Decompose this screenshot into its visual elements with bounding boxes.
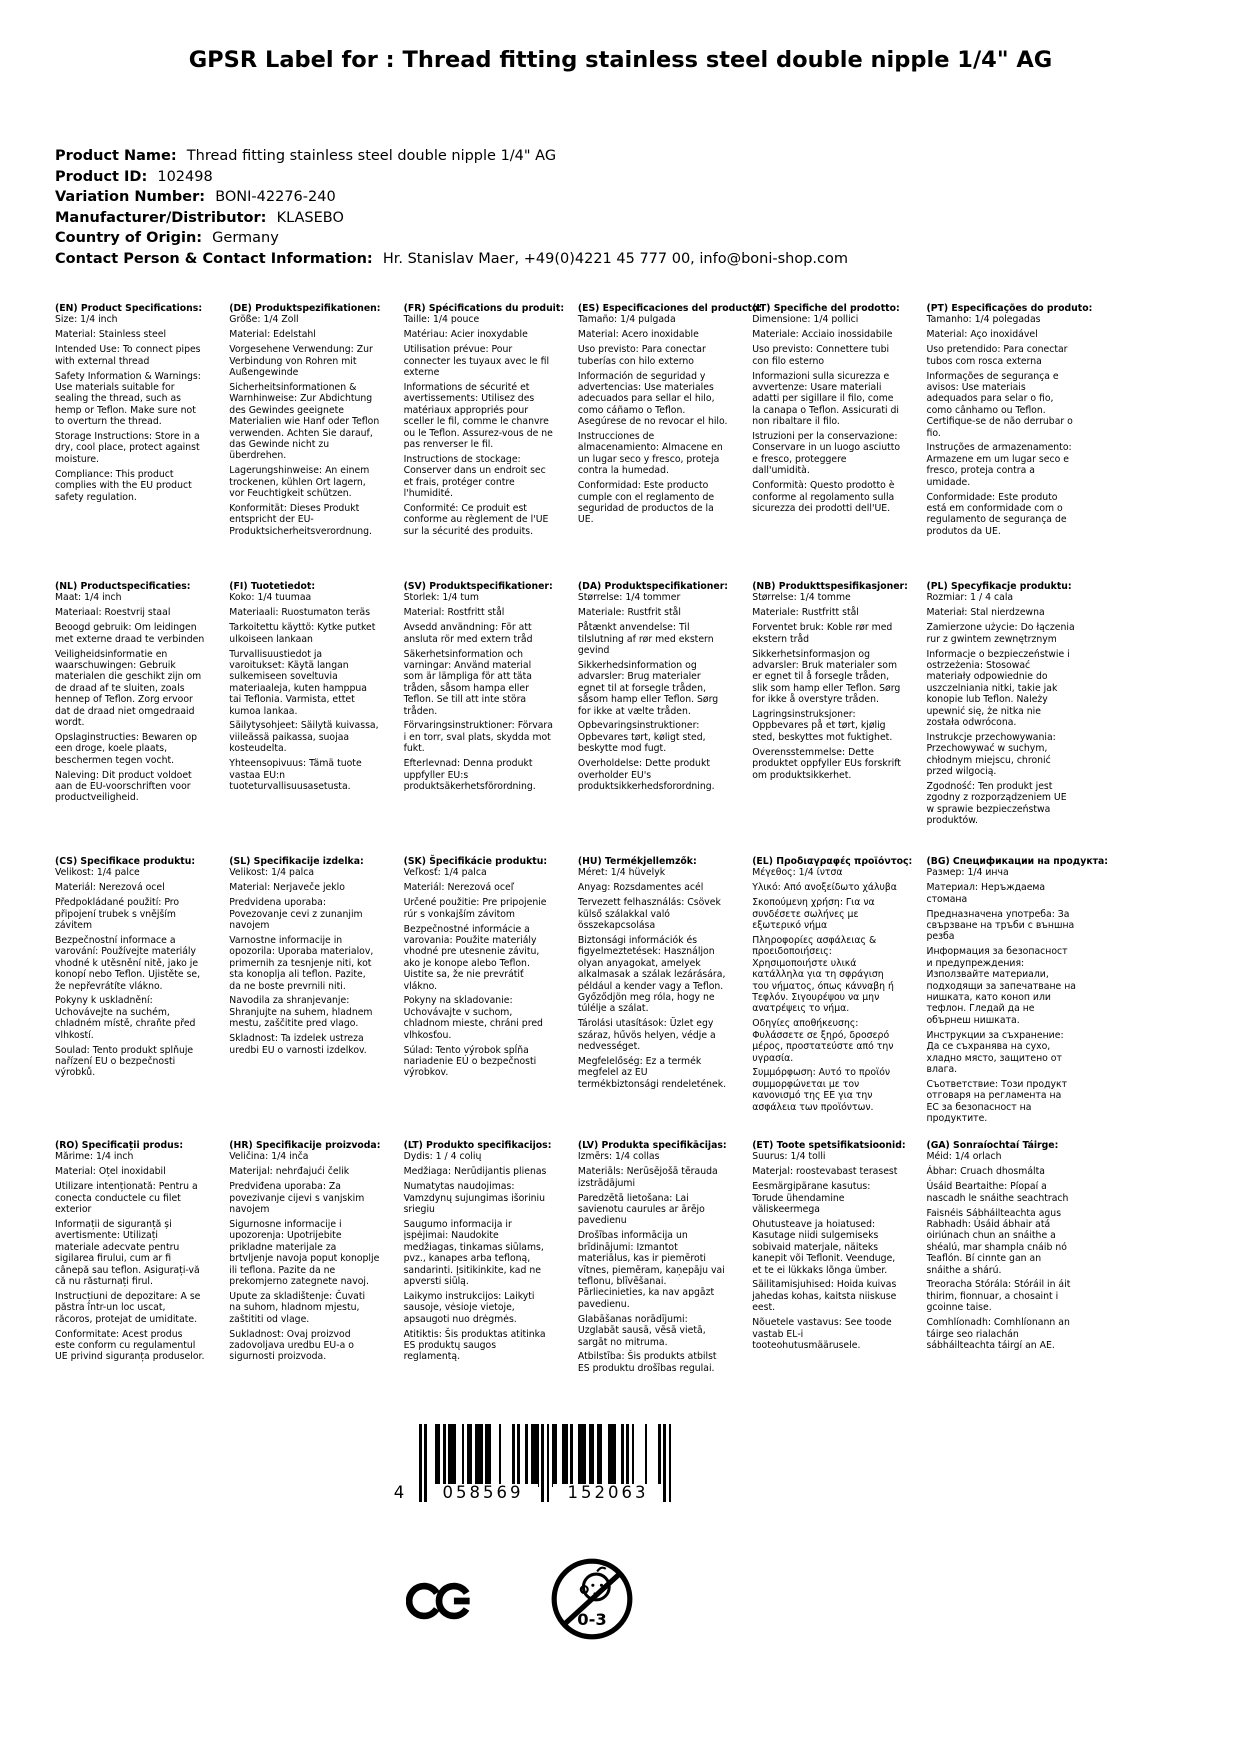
barcode-digit-first: 4 (393, 1483, 405, 1502)
language-block-title: (ET) Toote spetsifikatsioonid: (752, 1140, 906, 1151)
language-block-paragraph: Tarkoitettu käyttö: Kytke putket ulkoiseen lankaan (229, 622, 376, 645)
language-block-paragraph: Glabāšanas norādījumi: Uzglabāt sausā, vēsā vietā, sargāt no mitruma. (577, 1313, 706, 1348)
product-info-label: Country of Origin: (55, 230, 213, 247)
language-block-paragraph: Υλικό: Από ανοξείδωτο χάλυβα (752, 882, 897, 894)
language-block-title: (ES) Especificaciones del producto: (577, 303, 763, 314)
language-block-paragraph: Size: 1/4 inch (55, 314, 118, 326)
language-block-paragraph: Πληροφορίες ασφάλειας & προειδοποιήσεις: Χρησιμοποιήστε υλικά κατάλληλα για τη σφράγιση του νήματος, όπως κάνναβη ή Τεφλόν. Σιγουρέψου να μην ανατρέψεις το νήμα. (752, 934, 894, 1015)
language-block-paragraph: Atitiktis: Šis produktas atitinka ES produktų saugos reglamentą. (403, 1328, 546, 1363)
language-block-paragraph: Soulad: Tento produkt splňuje nařízení EU o bezpečnosti výrobků. (55, 1044, 194, 1079)
language-block-paragraph: Safety Information & Warnings: Use materials suitable for sealing the thread, such as hemp or Teflon. Make sure not to overturn the thread. (55, 370, 201, 428)
language-block-title: (DE) Produktspezifikationen: (229, 303, 381, 314)
language-block-paragraph: Drošības informācija un brīdinājumi: Izmantot materiālus, kas ir piemēroti vītnes, piemēram, kaņepāju vai teflonu, blīvēšanai. Pārliecinieties, ka nav apgāzt pavedienu. (577, 1230, 725, 1310)
product-info-row (55, 228, 848, 249)
language-block-fi (229, 581, 403, 856)
language-block-en (55, 303, 229, 581)
language-block-paragraph: Materiale: Acciaio inossidabile (752, 329, 893, 341)
language-block-title: (SL) Specifikacije izdelka: (229, 856, 364, 867)
language-block-paragraph: Инструкции за съхранение: Да се съхранява на сухо, хладно място, защитено от влага. (926, 1029, 1064, 1075)
language-block-paragraph: Biztonsági információk és figyelmeztetések: Használjon olyan anyagokat, amelyek alkalmasak a szálak lezárására, például a kender vagy a Teflon. Győződjön meg róla, hogy ne túlélje a szálat. (577, 934, 726, 1015)
language-block-paragraph: Informacje o bezpieczeństwie i ostrzeżenia: Stosować materiały odpowiednie do uszczelniania nitki, takie jak konopie lub Teflon. Należy upewnić się, że nitka nie została odwrócona. (926, 648, 1070, 728)
language-block-paragraph: Veľkosť: 1/4 palca (403, 867, 487, 879)
language-block-paragraph: Zamierzone użycie: Do łączenia rur z gwintem zewnętrznym (926, 622, 1075, 645)
language-block-paragraph: Materiaal: Roestvrij staal (55, 607, 171, 619)
language-block-fr (404, 303, 578, 581)
product-info-label: Product ID: (55, 168, 158, 185)
language-block-paragraph: Material: Oțel inoxidabil (55, 1166, 166, 1178)
product-info (55, 146, 848, 270)
language-block-it (752, 303, 926, 581)
product-info-row (55, 146, 848, 167)
ean13-barcode (393, 1424, 672, 1502)
language-block-paragraph: Οδηγίες αποθήκευσης: Φυλάσσετε σε ξηρό, δροσερό μέρος, προστατεύστε από την υγρασία. (752, 1018, 894, 1064)
language-block-paragraph: Dimensione: 1/4 pollici (752, 314, 859, 326)
language-block-de (229, 303, 403, 581)
language-block-paragraph: Utilisation prévue: Pour connecter les tuyaux avec le fil externe (403, 344, 550, 379)
language-block-paragraph: Taille: 1/4 pouce (403, 314, 480, 326)
language-block-paragraph: Tárolási utasítások: Üzlet egy száraz, hűvös helyen, védje a nedvességet. (577, 1018, 716, 1053)
language-block-title: (LV) Produkta specifikācijas: (577, 1140, 727, 1151)
language-block-paragraph: Förvaringsinstruktioner: Förvara i en torr, sval plats, skydda mot fukt. (403, 720, 553, 755)
language-block-paragraph: Sukladnost: Ovaj proizvod zadovoljava uredbu EU-a o sigurnosti proizvoda. (229, 1328, 354, 1363)
language-block-paragraph: Treoracha Stórála: Stóráil in áit thirim, fionnuar, a chosaint i gcoinne taise. (926, 1279, 1071, 1314)
language-block-title: (NL) Productspecificaties: (55, 581, 191, 592)
language-block-paragraph: Materiál: Nerezová ocel (55, 882, 165, 894)
language-block-ga (926, 1140, 1100, 1378)
language-block-paragraph: Matériau: Acier inoxydable (403, 329, 528, 341)
language-block-paragraph: Súlad: Tento výrobok spĺňa nariadenie EÚ o bezpečnosti výrobkov. (403, 1044, 537, 1079)
language-block-paragraph: Lagringsinstruksjoner: Oppbevares på et tørt, kjølig sted, beskyttes mot fuktighet. (752, 709, 893, 743)
language-block-paragraph: Nõuetele vastavus: See toode vastab EL-i tooteohutusmäärusele. (752, 1317, 892, 1351)
language-block-paragraph: Efterlevnad: Denna produkt uppfyller EU:s produktsäkerhetsförordning. (403, 758, 536, 792)
language-block-paragraph: Předpokládané použití: Pro připojení trubek s vnějším závitem (55, 897, 180, 932)
language-block-paragraph: Conformitate: Acest produs este conform cu regulamentul UE privind siguranța produselor. (55, 1328, 205, 1363)
language-block-paragraph: Turvallisuustiedot ja varoitukset: Käytä langan sulkemiseen soveltuvia materiaaleja, kuten hamppua tai Teflonia. Varmista, ettet kumoa lankaa. (229, 648, 367, 717)
language-block-paragraph: Zgodność: Ten produkt jest zgodny z rozporządzeniem UE w sprawie bezpieczeństwa produktów. (926, 781, 1067, 827)
language-block-paragraph: Numatytas naudojimas: Vamzdynų sujungimas išoriniu sriegiu (403, 1181, 546, 1216)
product-info-label: Variation Number: (55, 189, 216, 206)
product-info-value: Hr. Stanislav Maer, +49(0)4221 45 777 00, info@boni-shop.com (382, 250, 849, 267)
language-block-paragraph: Säkerhetsinformation och varningar: Använd material som är lämpliga för att täta tråden, såsom hampa eller Teflon. Se till att inte störa tråden. (403, 648, 532, 717)
language-block-paragraph: Anyag: Rozsdamentes acél (577, 882, 704, 894)
language-block-paragraph: Informații de siguranță și avertismente: Utilizați materiale adecvate pentru sigilarea firului, cum ar fi cânepă sau teflon. Asigurați-vă că nu răsturnați firul. (55, 1218, 200, 1287)
language-block-paragraph: Veličina: 1/4 inča (229, 1151, 309, 1163)
language-block-paragraph: Dydis: 1 / 4 colių (403, 1151, 482, 1163)
language-block-paragraph: Συμμόρφωση: Αυτό το προϊόν συμμορφώνεται με τον κανονισμό της ΕΕ για την ασφάλεια των προϊόντων. (752, 1067, 891, 1113)
product-info-row (55, 208, 848, 229)
product-info-value: 102498 (157, 168, 213, 185)
language-block-paragraph: Méid: 1/4 orlach (926, 1151, 1002, 1163)
language-block-et (752, 1140, 926, 1378)
language-block-el (752, 856, 926, 1140)
language-block-es (577, 303, 763, 581)
language-block-paragraph: Velikost: 1/4 palca (229, 867, 315, 879)
language-block-title: (FR) Spécifications du produit: (403, 303, 565, 314)
language-block-paragraph: Materiāls: Nerūsējošā tērauda izstrādājumi (577, 1166, 718, 1189)
language-block-paragraph: Upute za skladištenje: Čuvati na suhom, hladnom mjestu, zaštititi od vlage. (229, 1290, 366, 1325)
language-block-paragraph: Materiale: Rustfritt stål (752, 607, 859, 619)
product-info-value: Thread fitting stainless steel double nipple 1/4" AG (186, 148, 557, 164)
language-block-paragraph: Predviđena uporaba: Za povezivanje cijevi s vanjskim navojem (229, 1181, 365, 1216)
language-block-paragraph: Instrucțiuni de depozitare: A se păstra într-un loc uscat, răcoros, protejat de umiditate. (55, 1290, 201, 1325)
language-block-paragraph: Konformität: Dieses Produkt entspricht der EU-Produktsicherheitsverordnung. (229, 503, 372, 537)
language-block-title: (HR) Specifikacije proizvoda: (229, 1140, 381, 1151)
language-block-pt (926, 303, 1100, 581)
product-info-value: BONI-42276-240 (215, 189, 336, 206)
language-block-paragraph: Vorgesehene Verwendung: Zur Verbindung von Rohren mit Außengewinde (229, 344, 373, 379)
language-block-paragraph: Σκοπούμενη χρήση: Για να συνδέσετε σωλήνες με εξωτερικό νήμα (752, 897, 875, 932)
language-block-paragraph: Skladnost: Ta izdelek ustreza uredbi EU o varnosti izdelkov. (229, 1033, 367, 1056)
product-info-row (55, 187, 848, 208)
language-block-ro (55, 1140, 229, 1378)
language-block-paragraph: Megfelelőség: Ez a termék megfelel az EU termékbiztonsági rendeletének. (577, 1056, 727, 1090)
language-block-paragraph: Информация за безопасност и предупреждения: Използвайте материали, подходящи за запечатване на нишката, като коноп или тефлон. Гледай да не обърнеш нишката. (926, 946, 1076, 1026)
language-block-paragraph: Faisnéis Sábháilteachta agus Rabhadh: Úsáid ábhair atá oiriúnach chun an snáithe a shéalú, mar shampla cnáib nó Teaflón. Bí cinnte gan an snáithe a shárú. (926, 1207, 1067, 1276)
language-block-paragraph: Størrelse: 1/4 tomme (752, 592, 851, 604)
language-block-nl (55, 581, 229, 856)
language-block-paragraph: Bezpečnostné informácie a varovania: Použite materiály vhodné pre utesnenie závitu, ako je konope alebo Teflon. Uistite sa, že nie prevrátiť vlákno. (403, 923, 540, 992)
barcode-digits-left: 058569 (428, 1484, 538, 1502)
language-block-bg (926, 856, 1109, 1140)
language-block-paragraph: Instructions de stockage: Conserver dans un endroit sec et frais, protéger contre l'humidité. (403, 453, 546, 500)
product-info-row (55, 249, 848, 270)
language-block-lv (578, 1140, 752, 1378)
product-info-value: KLASEBO (276, 209, 344, 226)
language-block-paragraph: Úsáid Beartaithe: Píopaí a nascadh le snáithe seachtrach (926, 1181, 1069, 1204)
language-block-paragraph: Určené použitie: Pre pripojenie rúr s vonkajším závitom (403, 897, 547, 920)
language-block-paragraph: Størrelse: 1/4 tommer (577, 592, 681, 604)
language-block-title: (GA) Sonraíochtaí Táirge: (926, 1140, 1059, 1151)
product-info-label: Contact Person & Contact Information: (55, 250, 383, 267)
language-block-paragraph: Conformità: Questo prodotto è conforme al regolamento sulla sicurezza dei prodotti dell'UE. (752, 480, 895, 514)
language-block-paragraph: Sikkerhedsinformation og advarsler: Brug materialer egnet til at forsegle tråden, såsom hamp eller Teflon. Sørg for ikke at vælte tråden. (577, 659, 719, 717)
language-block-title: (BG) Спецификации на продукта: (926, 856, 1109, 867)
language-block-paragraph: Material: Rostfritt stål (403, 607, 505, 619)
language-block-paragraph: Materijal: nehrđajući čelik (229, 1166, 350, 1178)
language-block-paragraph: Instruções de armazenamento: Armazene em um lugar seco e fresco, proteja contra a umidade. (926, 442, 1072, 488)
language-block-paragraph: Maat: 1/4 inch (55, 592, 122, 604)
language-block-paragraph: Istruzioni per la conservazione: Conservare in un luogo asciutto e fresco, proteggere dall'umidità. (752, 431, 901, 477)
language-block-paragraph: Material: Edelstahl (229, 329, 316, 341)
language-block-title: (CS) Specifikace produktu: (55, 856, 196, 867)
language-block-paragraph: Veiligheidsinformatie en waarschuwingen: Gebruik materialen die geschikt zijn om de draad af te sluiten, zoals hennep of Teflon. Zorg ervoor dat de draad niet omgedraaid wordt. (55, 648, 202, 728)
page-title: GPSR Label for : Thread fitting stainless steel double nipple 1/4" AG (188, 47, 1053, 73)
language-block-title: (PT) Especificações do produto: (926, 303, 1093, 314)
language-block-paragraph: Informations de sécurité et avertissements: Utilisez des matériaux appropriés pour sceller le fil, comme le chanvre ou le Teflon. Assurez-vous de ne pas renverser le fil. (403, 381, 553, 450)
language-block-paragraph: Pokyny na skladovanie: Uchovávajte v suchom, chladnom mieste, chráni pred vlhkosťou. (403, 995, 543, 1041)
language-block-paragraph: Materiale: Rustfrit stål (577, 607, 681, 619)
language-block-paragraph: Påtænkt anvendelse: Til tilslutning af rør med ekstern gevind (577, 622, 714, 657)
language-block-sl (229, 856, 403, 1140)
language-block-paragraph: Bezpečnostní informace a varování: Používejte materiály vhodné k utěsnění nitě, jako je konopí nebo Teflon. Ujistěte se, že nepřevrátíte vlákno. (55, 934, 201, 992)
product-info-label: Product Name: (55, 148, 187, 164)
language-block-paragraph: Opslaginstructies: Bewaren op een droge, koele plaats, beschermen tegen vocht. (55, 731, 198, 766)
language-block-paragraph: Conformidade: Este produto está em conformidade com o regulamento de segurança de produtos da UE. (926, 491, 1067, 537)
language-grid (55, 303, 1109, 1378)
barcode-digits-right: 152063 (553, 1484, 663, 1502)
language-block-paragraph: Μέγεθος: 1/4 ίντσα (752, 867, 843, 879)
language-block-hr (229, 1140, 403, 1378)
language-block-paragraph: Größe: 1/4 Zoll (229, 314, 299, 326)
language-block-paragraph: Размер: 1/4 инча (926, 867, 1009, 879)
language-block-paragraph: Materiaali: Ruostumaton teräs (229, 607, 371, 619)
language-block-paragraph: Suurus: 1/4 tolli (752, 1151, 826, 1163)
language-block-title: (RO) Specificații produs: (55, 1140, 184, 1151)
language-block-nb (752, 581, 926, 856)
language-block-title: (EN) Product Specifications: (55, 303, 203, 314)
language-block-paragraph: Laikymo instrukcijos: Laikyti sausoje, vėsioje vietoje, apsaugoti nuo drėgmės. (403, 1290, 535, 1325)
language-block-paragraph: Tamaño: 1/4 pulgada (577, 314, 676, 326)
language-block-title: (LT) Produkto specifikacijos: (403, 1140, 552, 1151)
language-block-paragraph: Avsedd användning: För att ansluta rör med extern tråd (403, 622, 533, 645)
product-info-value: Germany (212, 230, 279, 247)
language-block-paragraph: Sigurnosne informacije i upozorenja: Upotrijebite prikladne materijale za brtvljenje navoja poput konoplje ili teflona. Pazite da ne prekomjerno zategnete navoj. (229, 1218, 380, 1287)
language-block-paragraph: Säilytysohjeet: Säilytä kuivassa, viileässä paikassa, suojaa kosteudelta. (229, 720, 379, 755)
language-block-paragraph: Sikkerhetsinformasjon og advarsler: Bruk materialer som er egnet til å forsegle tråden, slik som hamp eller Teflon. Sørg for ikke å overstyre tråden. (752, 648, 901, 706)
language-block-cs (55, 856, 229, 1140)
language-block-paragraph: Pokyny k uskladnění: Uchovávejte na suchém, chladném místě, chraňte před vlhkostí. (55, 995, 196, 1041)
language-block-paragraph: Sicherheitsinformationen & Warnhinweise: Zur Abdichtung des Gewindes geeignete Materialien wie Hanf oder Teflon verwenden. Achten Sie darauf, das Gewinde nicht zu überdrehen. (229, 381, 380, 462)
language-block-paragraph: Opbevaringsinstruktioner: Opbevares tørt, køligt sted, beskytte mod fugt. (577, 720, 706, 755)
language-block-paragraph: Informazioni sulla sicurezza e avvertenze: Usare materiali adatti per sigillare il filo, come la canapa o Teflon. Assicurati di non ribaltare il filo. (752, 370, 900, 428)
language-block-paragraph: Uso previsto: Para conectar tuberías con hilo externo (577, 344, 706, 367)
language-block-paragraph: Koko: 1/4 tuumaa (229, 592, 312, 604)
language-block-paragraph: Ohutusteave ja hoiatused: Kasutage niidi sulgemiseks sobivaid materjale, näiteks kanepit või Teflonit. Veenduge, et te ei lükkaks lõnga ümber. (752, 1218, 896, 1276)
language-block-lt (404, 1140, 578, 1378)
language-block-paragraph: Mărime: 1/4 inch (55, 1151, 134, 1163)
language-block-paragraph: Lagerungshinweise: An einem trockenen, kühlen Ort lagern, vor Feuchtigkeit schützen. (229, 465, 370, 500)
language-block-paragraph: Tamanho: 1/4 polegadas (926, 314, 1041, 326)
language-block-sv (404, 581, 578, 856)
language-block-paragraph: Overholdelse: Dette produkt overholder EU's produktsikkerhedsforordning. (577, 758, 715, 792)
language-block-paragraph: Conformidad: Este producto cumple con el reglamento de seguridad de productos de la UE. (577, 480, 715, 526)
language-block-pl (926, 581, 1100, 856)
language-block-paragraph: Yhteensopivuus: Tämä tuote vastaa EU:n tuoteturvallisuusasetusta. (229, 758, 362, 792)
language-block-paragraph: Tervezett felhasználás: Csövek külső szálakkal való összekapcsolása (577, 897, 721, 932)
language-block-paragraph: Beoogd gebruik: Om leidingen met externe draad te verbinden (55, 622, 205, 645)
ce-mark-icon (406, 1574, 472, 1632)
language-block-paragraph: Съответствие: Този продукт отговаря на регламента на ЕС за безопасност на продуктите. (926, 1078, 1068, 1125)
language-block-paragraph: Материал: Неръждаема стомана (926, 882, 1046, 905)
language-block-paragraph: Uso previsto: Connettere tubi con filo esterno (752, 344, 890, 367)
language-block-paragraph: Naleving: Dit product voldoet aan de EU-voorschriften voor productveiligheid. (55, 769, 192, 804)
product-info-row (55, 167, 848, 188)
language-block-paragraph: Paredzētā lietošana: Lai savienotu caurules ar ārējo pavedienu (577, 1192, 705, 1227)
language-block-paragraph: Materjal: roostevabast terasest (752, 1166, 898, 1178)
language-block-title: (IT) Specifiche del prodotto: (752, 303, 900, 314)
age-warning-0-3-icon (549, 1556, 635, 1646)
language-block-title: (SK) Špecifikácie produktu: (403, 856, 548, 867)
language-block-paragraph: Material: Nerjaveče jeklo (229, 882, 345, 894)
language-block-paragraph: Compliance: This product complies with the EU product safety regulation. (55, 468, 192, 503)
language-block-paragraph: Instrucciones de almacenamiento: Almacene en un lugar seco y fresco, proteja contra la humedad. (577, 431, 723, 477)
language-block-paragraph: Instrukcje przechowywania: Przechowywać w suchym, chłodnym miejscu, chronić przed wilgocią. (926, 731, 1056, 778)
age-warning-text: 0-3 (577, 1609, 607, 1629)
language-block-paragraph: Varnostne informacije in opozorila: Uporaba materialov, primernih za tesnjenje niti, kot sta konoplja ali teflon. Pazite, da ne boste prevrnili niti. (229, 934, 374, 992)
language-block-title: (FI) Tuotetiedot: (229, 581, 316, 592)
language-block-paragraph: Предназначена употреба: За свързване на тръби с външна резба (926, 908, 1075, 943)
language-block-title: (NB) Produkttspesifikasjoner: (752, 581, 908, 592)
language-block-paragraph: Overensstemmelse: Dette produktet oppfyller EUs forskrift om produktsikkerhet. (752, 746, 901, 781)
product-info-label: Manufacturer/Distributor: (55, 209, 277, 226)
language-block-paragraph: Rozmiar: 1 / 4 cala (926, 592, 1014, 604)
language-block-paragraph: Material: Stainless steel (55, 329, 167, 341)
language-block-paragraph: Medžiaga: Nerūdijantis plienas (403, 1166, 547, 1178)
language-block-paragraph: Material: Acero inoxidable (577, 329, 699, 341)
language-block-paragraph: Uso pretendido: Para conectar tubos com rosca externa (926, 344, 1068, 367)
language-block-paragraph: Comhlíonadh: Comhlíonann an táirge seo rialachán sábháilteachta táirgí an AE. (926, 1317, 1070, 1351)
language-block-paragraph: Navodila za shranjevanje: Shranjujte na suhem, hladnem mestu, zaščitite pred vlago. (229, 995, 373, 1030)
language-block-paragraph: Conformité: Ce produit est conforme au règlement de l'UE sur la sécurité des produits. (403, 503, 549, 537)
barcode-module (669, 1424, 672, 1502)
language-block-paragraph: Utilizare intenționată: Pentru a conecta conductele cu filet exterior (55, 1181, 198, 1216)
language-block-title: (PL) Specyfikacje produktu: (926, 581, 1072, 592)
language-block-paragraph: Predvidena uporaba: Povezovanje cevi z zunanjim navojem (229, 897, 363, 932)
language-block-paragraph: Säilitamisjuhised: Hoida kuivas jahedas kohas, kaitsta niiskuse eest. (752, 1279, 897, 1314)
language-block-title: (HU) Termékjellemzők: (577, 856, 697, 867)
language-block-title: (EL) Προδιαγραφές προϊόντος: (752, 856, 913, 867)
language-block-sk (404, 856, 578, 1140)
language-block-paragraph: Saugumo informacija ir įspėjimai: Naudokite medžiagas, tinkamas siūlams, pvz., kanapes arba tefloną, sandarinti. Įsitikinkite, kad ne apversti siūlą. (403, 1218, 544, 1287)
language-block-paragraph: Informações de segurança e avisos: Use materiais adequados para selar o fio, como cânhamo ou Teflon. Certifique-se de não derrubar o fio. (926, 370, 1073, 439)
language-block-paragraph: Atbilstība: Šis produkts atbilst ES produktu drošības regulai. (577, 1351, 717, 1374)
language-block-paragraph: Materiał: Stal nierdzewna (926, 607, 1045, 619)
language-block-da (578, 581, 752, 856)
language-block-title: (SV) Produktspecifikationer: (403, 581, 553, 592)
language-block-hu (578, 856, 752, 1140)
language-block-paragraph: Storlek: 1/4 tum (403, 592, 479, 604)
language-block-paragraph: Méret: 1/4 hüvelyk (577, 867, 666, 879)
language-block-paragraph: Velikost: 1/4 palce (55, 867, 140, 879)
language-block-paragraph: Forventet bruk: Koble rør med ekstern tråd (752, 622, 893, 645)
language-block-paragraph: Storage Instructions: Store in a dry, cool place, protect against moisture. (55, 431, 200, 465)
language-block-paragraph: Intended Use: To connect pipes with external thread (55, 344, 201, 367)
language-block-paragraph: Izmērs: 1/4 collas (577, 1151, 660, 1163)
language-block-paragraph: Materiál: Nerezová oceľ (403, 882, 515, 894)
language-block-paragraph: Material: Aço inoxidável (926, 329, 1038, 341)
language-block-paragraph: Información de seguridad y advertencias: Use materiales adecuados para sellar el hilo, como cáñamo o Teflon. Asegúrese de no revocar el hilo. (577, 370, 728, 428)
language-block-paragraph: Ábhar: Cruach dhosmálta (926, 1166, 1045, 1178)
language-block-paragraph: Eesmärgipärane kasutus: Torude ühendamine väliskeermega (752, 1181, 871, 1216)
language-block-title: (DA) Produktspecifikationer: (577, 581, 729, 592)
